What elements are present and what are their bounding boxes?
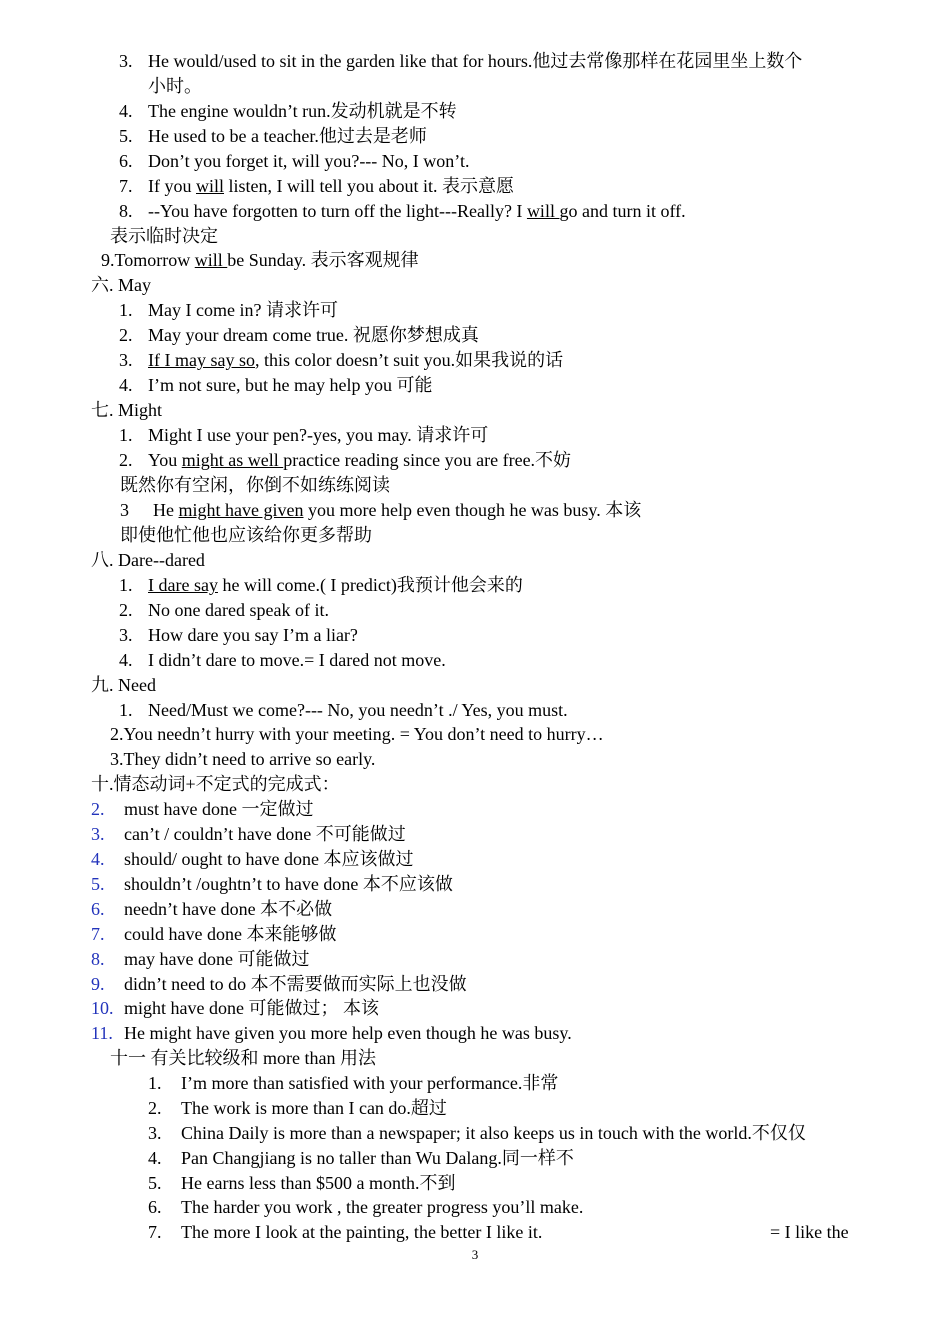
- list-item: 2. May your dream come true. 祝愿你梦想成真: [119, 325, 479, 345]
- sentence: --You have forgotten to turn off the light---Really? I will go and turn it off.: [148, 201, 686, 221]
- list-item: 2.You needn’t hurry with your meeting. = You don’t need to hurry…: [110, 724, 604, 744]
- sentence: You might as well practice reading since you are free.不妨: [148, 450, 572, 470]
- list-item: 7. If you will listen, I will tell you about it. 表示意愿: [119, 176, 514, 196]
- list-item-continuation: 小时。: [148, 76, 202, 96]
- list-item: 1. Need/Must we come?--- No, you needn’t ./ Yes, you must.: [119, 700, 568, 720]
- list-item: 7. The more I look at the painting, the better I like it. = I like the: [148, 1222, 849, 1242]
- section-heading: 八. Dare--dared: [91, 550, 205, 570]
- list-item: 4. should/ ought to have done 本应该做过: [91, 849, 414, 869]
- list-item: 3. How dare you say I’m a liar?: [119, 625, 358, 645]
- list-item: 2. You might as well practice reading since you are free.不妨: [119, 450, 572, 470]
- section-heading: 十一 有关比较级和 more than 用法: [110, 1048, 376, 1068]
- list-item: 5. He earns less than $500 a month.不到: [148, 1173, 456, 1193]
- page-number: 3: [471, 1247, 479, 1262]
- list-item: 5. shouldn’t /oughtn’t to have done 本不应该做: [91, 874, 453, 894]
- list-item: [0, 250, 950, 272]
- list-item: 3. He would/used to sit in the garden like that for hours.他过去常像那样在花园里坐上数个: [119, 51, 803, 71]
- list-item: 4. Pan Changjiang is no taller than Wu Dalang.同一样不: [148, 1148, 574, 1168]
- list-item: 2. No one dared speak of it.: [119, 600, 329, 620]
- section-heading: 七. Might: [91, 400, 163, 420]
- list-item: 8. --You have forgotten to turn off the light---Really? I will go and turn it off.: [119, 201, 686, 221]
- list-item: 1. I dare say he will come.( I predict)我预计他会来的: [119, 575, 523, 595]
- list-item: 4. I’m not sure, but he may help you 可能: [119, 375, 433, 395]
- list-item: 3. If I may say so, this color doesn’t suit you.如果我说的话: [119, 350, 564, 370]
- list-item: 1. Might I use your pen?-yes, you may. 请求许可: [119, 425, 489, 445]
- sentence: If I may say so, this color doesn’t suit you.如果我说的话: [148, 350, 564, 370]
- note: 即使他忙他也应该给你更多帮助: [120, 525, 372, 545]
- sentence: If you will listen, I will tell you about it. 表示意愿: [148, 176, 514, 196]
- sentence: I dare say he will come.( I predict)我预计他会来的: [148, 575, 523, 595]
- section-heading: 六. May: [91, 275, 151, 295]
- list-item: 7. could have done 本来能够做: [91, 924, 337, 944]
- list-item: 8. may have done 可能做过: [91, 949, 310, 969]
- list-item: 3. China Daily is more than a newspaper; it also keeps us in touch with the world.不仅仅: [148, 1123, 806, 1143]
- list-item: 3. can’t / couldn’t have done 不可能做过: [91, 824, 406, 844]
- sentence: He might have given you more help even though he was busy. 本该: [153, 500, 642, 520]
- list-item: 4. The engine wouldn’t run.发动机就是不转: [119, 101, 457, 121]
- sentence: 9.Tomorrow will be Sunday. 表示客观规律: [101, 250, 419, 270]
- note: 既然你有空闲，你倒不如练练阅读: [120, 475, 390, 495]
- section-heading: 十.情态动词+不定式的完成式：: [91, 774, 340, 794]
- section-heading: 九. Need: [91, 675, 156, 695]
- note: 表示临时决定: [110, 226, 218, 246]
- list-item: 1. I’m more than satisfied with your performance.非常: [148, 1073, 559, 1093]
- list-item: 6. needn’t have done 本不必做: [91, 899, 333, 919]
- list-item: 6. Don’t you forget it, will you?--- No, I won’t.: [119, 151, 470, 171]
- list-item: 4. I didn’t dare to move.= I dared not move.: [119, 650, 446, 670]
- list-item: 11. He might have given you more help even though he was busy.: [91, 1023, 572, 1043]
- list-item: 3.They didn’t need to arrive so early.: [110, 749, 376, 769]
- list-item: 9. didn’t need to do 本不需要做而实际上也没做: [91, 974, 467, 994]
- list-item: 5. He used to be a teacher.他过去是老师: [119, 126, 427, 146]
- list-item: 2. must have done 一定做过: [91, 799, 314, 819]
- trailing-text: = I like the: [770, 1222, 849, 1242]
- list-item: 6. The harder you work , the greater progress you’ll make.: [148, 1197, 584, 1217]
- list-item: 10. might have done 可能做过； 本该: [91, 998, 379, 1018]
- list-item: 1. May I come in? 请求许可: [119, 300, 338, 320]
- list-item: 3 He might have given you more help even though he was busy. 本该: [120, 500, 642, 520]
- list-item: 2. The work is more than I can do.超过: [148, 1098, 447, 1118]
